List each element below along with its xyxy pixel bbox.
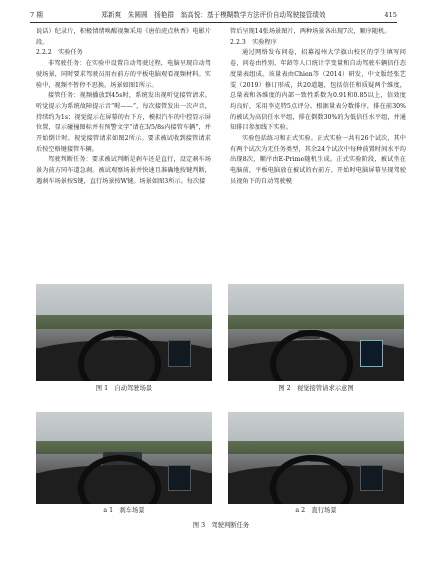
paragraph-recruitment: 通过网络发布问卷，招募福州大学旗山校区的学生填写问卷，问卷由性别、年龄等人口统计学变量和自动驾驶车辆信任态度量表组成。该量表由Chien等（2014）研发，中文版经张艺雯（2019）修订形成，共20道题，包括信任和质疑两个维度，总量表和各维度的内部一致性系数为0.91和0.85以上，信效度均良好，采用李克特5点评分。根据量表分数排序，排在前30%的被试为高信任水平组，排在倒数30%的为低信任水平组，并通知排目参加线下实验。 <box>230 49 406 132</box>
running-title: 郑新爽 朱圆圆 扬艳群 翁高悦：基于模糊数学方法评价自动驾驶接管绩效 <box>101 11 326 19</box>
paragraph-takeover-task: 接管任务：视频播放到45s时，系统发出视听觉接管请求。听觉提示为系统故障提示音“喔——”，每次接管发出一次声音，持续约为1s；视觉提示在屏幕的右下方，模拟汽车的中控显示屏位置，显示碰撞图标并有预警文字“请在3/5/8s内接管车辆”，并开始倒计时。视觉接管请求如图2所示。要求被试收到接管请求后按空格键接管车辆。 <box>36 92 211 153</box>
issue-number: 7 期 <box>30 11 43 19</box>
figure-1-caption: 图 1 自动驾驶场景 <box>95 385 153 392</box>
paragraph-continued: 管后呈现14张场景图片，两种场景各出现7次，顺序随机。 <box>230 28 391 35</box>
section-heading-2-2-3: 2.2.3 实验程序 <box>230 38 277 46</box>
paragraph-driving-judgment-task: 驾驶判断任务：要求被试判断是刹车还是直行，设定刹车场景为前方同车道急刹。被试观察场景并快速且准确地按键判断，遇刹车场景按S键，直行场景按W键。场景如图3所示。每次接 <box>36 156 211 185</box>
right-column <box>230 27 406 188</box>
paragraph-procedure: 实验包括练习和正式实验。正式实验一共有26个试次，其中有两个试次为无任务类型，其余24个试次中每种前置时间水平均出现8次，顺序由E-Prime随机生成。正式实验阶段，被试坐在电脑前，平板电脑放在被试的右前方。开始时电脑屏幕呈现驾驶员视角下的自动驾驶模 <box>230 135 406 185</box>
figure-2-image <box>228 284 404 381</box>
paragraph-non-driving-task: 非驾驶任务：在实验中设置自动驾驶过程，电脑呈现自动驾驶场景，同时要求驾驶员用右前方的平板电脑观看视频材料。实验中，视频不暂停不思换。场景如图1所示。 <box>36 60 211 89</box>
figure-2-caption: 图 2 视觉接管请求示意图 <box>278 385 354 392</box>
page-header <box>30 8 397 23</box>
figure-3-caption: 图 3 驾驶判断任务 <box>192 522 250 529</box>
section-heading-2-2-2: 2.2.2 实验任务 <box>36 49 83 57</box>
figure-1-image <box>36 284 212 381</box>
figure-3a-caption: a 1 刹车场景 <box>103 507 145 514</box>
figure-3a-image <box>36 412 212 504</box>
figure-3b-caption: a 2 直行场景 <box>295 507 337 514</box>
figure-3b-image <box>228 412 404 504</box>
left-column <box>36 27 211 188</box>
page-number: 415 <box>384 11 397 19</box>
paragraph-continued: 说话）纪录片，积极情绪唤醒视频采用《唐伯虎点秋香》电影片段。 <box>36 28 211 46</box>
